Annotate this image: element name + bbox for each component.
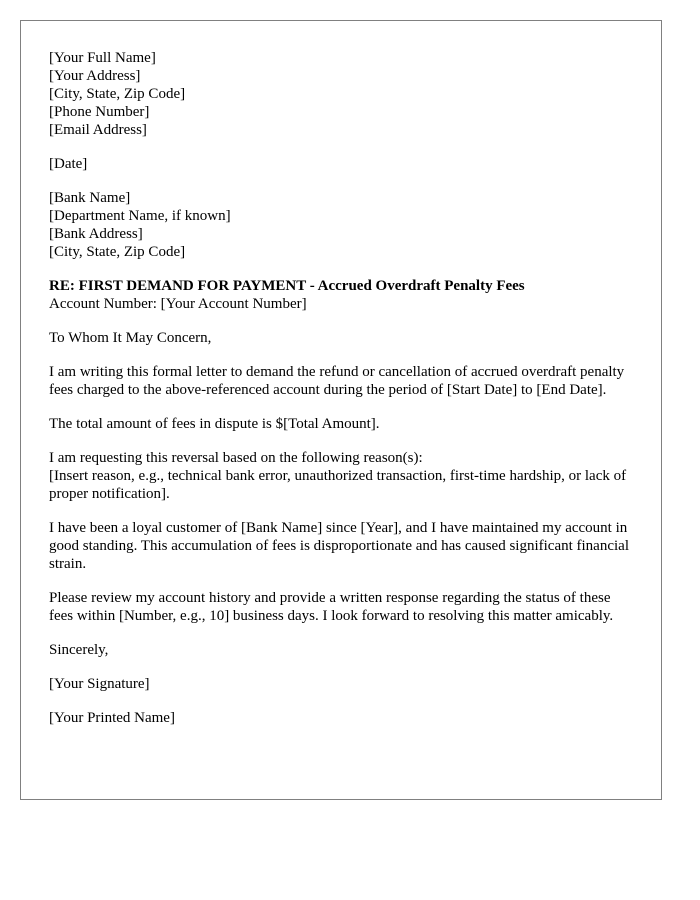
subject-rest: - Accrued Overdraft Penalty Fees — [305, 278, 525, 294]
letter — [20, 20, 662, 800]
body-paragraph-5: Please review my account history and provide a written response regarding the status of these fees within [Number, e.g., 10] business days. I look forward to resolving this matter amicably. — [49, 590, 614, 624]
subject-line — [49, 277, 633, 295]
sender-email: [Email Address] — [49, 122, 147, 138]
printed-name: [Your Printed Name] — [49, 710, 175, 726]
sender-phone: [Phone Number] — [49, 104, 150, 120]
reason-placeholder: [Insert reason, e.g., technical bank error, unauthorized transaction, first-time hardship, or lack of proper notification]. — [49, 468, 627, 502]
body-paragraph-4: I have been a loyal customer of [Bank Name] since [Year], and I have maintained my account in good standing. This accumulation of fees is disproportionate and has caused significant financial strain. — [49, 520, 629, 572]
sender-name: [Your Full Name] — [49, 50, 156, 66]
recipient-city-state-zip: [City, State, Zip Code] — [49, 244, 186, 260]
account-number-line: Account Number: [Your Account Number] — [49, 296, 307, 312]
salutation: To Whom It May Concern, — [49, 330, 212, 346]
letter-date: [Date] — [49, 156, 88, 172]
body-paragraph-2: The total amount of fees in dispute is $[Total Amount]. — [49, 416, 380, 432]
closing: Sincerely, — [49, 642, 109, 658]
sender-block — [49, 49, 633, 139]
sender-city-state-zip: [City, State, Zip Code] — [49, 86, 186, 102]
recipient-block — [49, 189, 633, 261]
subject-block — [49, 277, 633, 313]
date-block — [49, 155, 633, 173]
sender-address: [Your Address] — [49, 68, 141, 84]
recipient-bank-name: [Bank Name] — [49, 190, 131, 206]
signature: [Your Signature] — [49, 676, 150, 692]
reason-intro: I am requesting this reversal based on the following reason(s): — [49, 450, 423, 466]
recipient-bank-address: [Bank Address] — [49, 226, 143, 242]
subject-label: RE: FIRST DEMAND FOR PAYMENT — [49, 278, 306, 294]
body-paragraph-3 — [49, 449, 633, 503]
recipient-department: [Department Name, if known] — [49, 208, 231, 224]
body-paragraph-1: I am writing this formal letter to demand the refund or cancellation of accrued overdraft penalty fees charged to the above-referenced account during the period of [Start Date] to [End Date]. — [49, 364, 625, 398]
